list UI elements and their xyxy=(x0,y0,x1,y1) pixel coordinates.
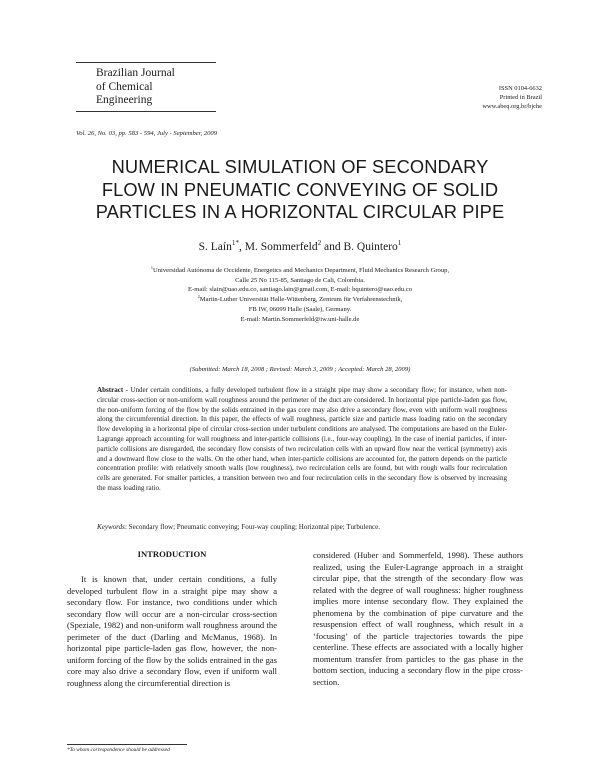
keywords xyxy=(97,523,507,533)
paper-title xyxy=(60,156,540,224)
submission-dates: (Submitted: March 18, 2008 ; Revised: March 3, 2009 ; Accepted: March 28, 2009) xyxy=(189,366,411,373)
affiliation-2-sup: 2 xyxy=(197,293,200,299)
keywords-text: : Secondary flow; Pneumatic conveying; Four-way coupling; Horizontal pipe; Turbulence. xyxy=(124,523,381,531)
author-3-sup: 1 xyxy=(397,239,402,248)
journal-name-line: Engineering xyxy=(96,94,153,106)
journal-bottom-rule xyxy=(76,111,216,112)
keywords-label: Keywords xyxy=(97,523,125,531)
volume-info: Vol. 26, No. 03, pp. 583 - 594, July - September, 2009 xyxy=(76,130,218,137)
authors xyxy=(60,241,540,253)
journal-name-line: Brazilian Journal xyxy=(96,67,175,79)
title-line: NUMERICAL SIMULATION OF SECONDARY xyxy=(111,156,489,177)
footnote-rule xyxy=(67,744,187,745)
printed-in: Printed in Brazil xyxy=(499,94,542,101)
affiliation-1-sup: 1 xyxy=(150,264,153,270)
affiliation-1-line: Calle 25 No 115-85, Santiago de Cali, Colombia. xyxy=(235,276,365,284)
introduction-heading: INTRODUCTION xyxy=(137,549,207,559)
affiliation-2-line xyxy=(60,295,540,305)
affiliation-1-line xyxy=(60,266,540,276)
journal-name xyxy=(76,63,216,111)
affiliations xyxy=(60,266,540,324)
abstract xyxy=(97,386,507,494)
affiliation-2-email: E-mail: Martin.Sommerfeld@iw.uni-halle.de xyxy=(240,315,360,323)
journal-url: www.abeq.org.br/bjche xyxy=(482,103,542,110)
journal-box xyxy=(76,62,216,112)
abstract-label: Abstract xyxy=(97,386,124,394)
body-column-left xyxy=(67,574,277,689)
journal-name-line: of Chemical xyxy=(96,80,153,93)
abstract-text: - Under certain conditions, a fully developed turbulent flow in a straight pipe may show a secondary flow; for instance, when non-circular cross-section or non-uniform wall roughness around the perimeter of the duct are considered. In horizontal pipe particle-laden gas flow, the non-uniform forcing of the flow by the solids entrained in the gas core may also drive a secondary flow, even with uniform wall roughness along the circumferential direction. In this paper, the effects of wall roughness, particle size and particle mass loading ratio on the secondary flow developing in a horizontal pipe of circular cross-section under turbulent conditions are analysed. The computations are based on the Euler-Lagrange approach accounting for wall roughness and inter-particle collisions (i.e., four-way coupling). In the case of inertial particles, if inter-particle collisions are disregarded, the secondary flow consists of two recirculation cells with an upward flow near the vertical (symmetry) axis and a downward flow close to the walls. On the other hand, when inter-particle collisions are accounted for, the pattern depends on the particle concentration profile: with relatively smooth walls (low roughness), two recirculation cells are found, but with rough walls four recirculation cells are generated. For smaller particles, a transition between two and four recirculation cells in the secondary flow is observed by increasing the mass loading ratio. xyxy=(97,386,507,492)
affiliation-1-text: Universidad Autónoma de Occidente, Energetics and Mechanics Department, Fluid Mechanics Research Group, xyxy=(152,267,450,274)
affiliation-1-email: E-mail: slain@uao.edu.co, santiago.lain@gmail.com, E-mail: bquintero@uao.edu.co xyxy=(187,286,413,294)
author-2: , M. Sommerfeld xyxy=(239,241,318,253)
author-2-sup: 2 xyxy=(317,239,322,248)
affiliation-2-line: FB IW, 06099 Halle (Saale), Germany. xyxy=(248,305,352,313)
title-line: FLOW IN PNEUMATIC CONVEYING OF SOLID xyxy=(101,178,499,200)
footnote: *To whom correspondence should be addressed xyxy=(67,747,170,753)
issn-number: ISSN 0104-6632 xyxy=(498,85,542,92)
affiliation-2-text: Martin-Luther Universität Halle-Wittenberg, Zentrum für Verfahrenstechnik, xyxy=(199,296,403,304)
intro-paragraph-1: It is known that, under certain conditions, a fully developed turbulent flow in a straight pipe may show a secondary flow. For instance, two conditions under which secondary flow will occur are a non-circular cross-section (Speziale, 1982) and non-uniform wall roughness around the perimeter of the duct (Darling and McManus, 1968). In horizontal pipe particle-laden gas flow, however, the non-uniform forcing of the flow by the solids entrained in the gas core may also drive a secondary flow, even if uniform wall roughness along the circumferential direction is xyxy=(67,574,277,688)
title-line: PARTICLES IN A HORIZONTAL CIRCULAR PIPE xyxy=(95,201,505,222)
author-3: and B. Quintero xyxy=(321,241,398,253)
author-1-sup: 1* xyxy=(231,239,239,248)
body-column-right xyxy=(313,550,523,688)
author-1: S. Laín xyxy=(198,241,232,253)
issn-block xyxy=(482,84,542,111)
intro-paragraph-1-continued: considered (Huber and Sommerfeld, 1998). These authors realized, using the Euler-Lagrange approach in a straight circular pipe, that the strength of the secondary flow was related with the degree of wall roughness: higher roughness implies more intense secondary flow. They explained the phenomena by the combination of pipe curvature and the resuspension effect of wall roughness, which result in a ‘focusing’ of the particle trajectories towards the pipe centerline. These effects are associated with a locally higher momentum transfer from particles to the gas phase in the bottom section, inducing a secondary flow in the pipe cross-section. xyxy=(313,550,523,687)
